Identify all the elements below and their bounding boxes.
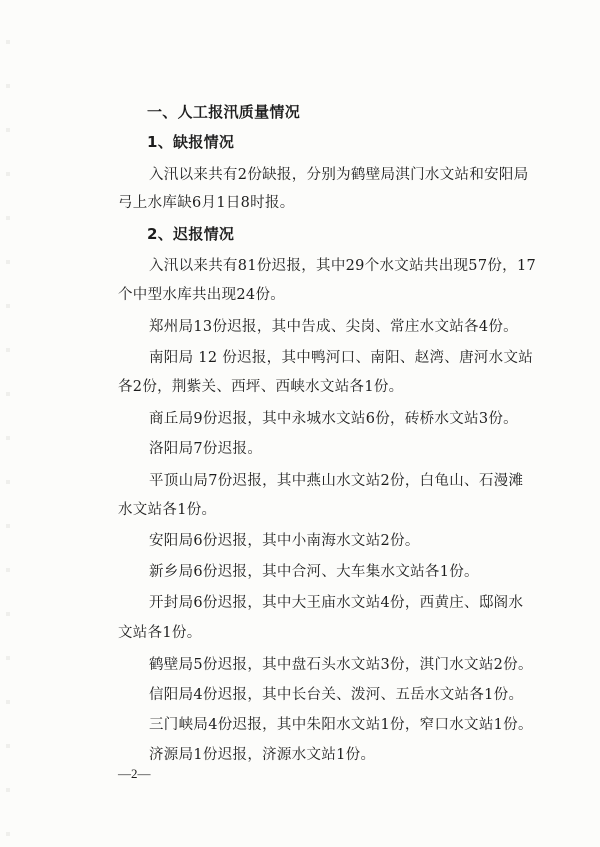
paragraph-line: 三门峡局4份迟报，其中朱阳水文站1份，窄口水文站1份。 xyxy=(149,717,533,733)
paragraph-line: 水文站各1份。 xyxy=(118,502,217,518)
paragraph-line: 个中型水库共出现24份。 xyxy=(118,287,286,303)
paragraph-line: 文站各1份。 xyxy=(118,625,202,641)
paragraph-line: 南阳局 12 份迟报，其中鸭河口、南阳、赵湾、唐河水文站 xyxy=(149,350,534,366)
paragraph-line: 弓上水库缺6月1日8时报。 xyxy=(118,195,295,211)
paragraph-line: 各2份，荆紫关、西坪、西峡水文站各1份。 xyxy=(118,379,404,395)
paragraph-line: 济源局1份迟报，济源水文站1份。 xyxy=(149,747,376,763)
paragraph-line: 信阳局4份迟报，其中长台关、泼河、五岳水文站各1份。 xyxy=(149,687,524,703)
paragraph-line: 洛阳局7份迟报。 xyxy=(149,441,263,457)
paragraph-line: 新乡局6份迟报，其中合河、大车集水文站各1份。 xyxy=(149,564,479,580)
paragraph-line: 郑州局13份迟报，其中告成、尖岗、常庄水文站各4份。 xyxy=(149,319,518,335)
paragraph-line: 开封局6份迟报，其中大王庙水文站4份，西黄庄、邸阁水 xyxy=(149,595,524,611)
paragraph-line: 入汛以来共有2份缺报，分别为鹤壁局淇门水文站和安阳局 xyxy=(149,167,529,183)
paragraph-line: 平顶山局7份迟报，其中燕山水文站2份，白龟山、石漫滩 xyxy=(149,473,524,489)
section-heading: 一、人工报汛质量情况 xyxy=(147,103,301,121)
page-number: —2— xyxy=(118,766,151,781)
binding-edge xyxy=(6,0,10,847)
paragraph-line: 安阳局6份迟报，其中小南海水文站2份。 xyxy=(149,533,420,549)
subsection-heading-late: 2、迟报情况 xyxy=(147,225,235,243)
subsection-heading-missing: 1、缺报情况 xyxy=(147,133,235,151)
paragraph-line: 鹤壁局5份迟报，其中盘石头水文站3份，淇门水文站2份。 xyxy=(149,657,533,673)
paragraph-line: 入汛以来共有81份迟报，其中29个水文站共出现57份，17 xyxy=(149,258,537,274)
paragraph-line: 商丘局9份迟报，其中永城水文站6份，砖桥水文站3份。 xyxy=(149,411,518,427)
